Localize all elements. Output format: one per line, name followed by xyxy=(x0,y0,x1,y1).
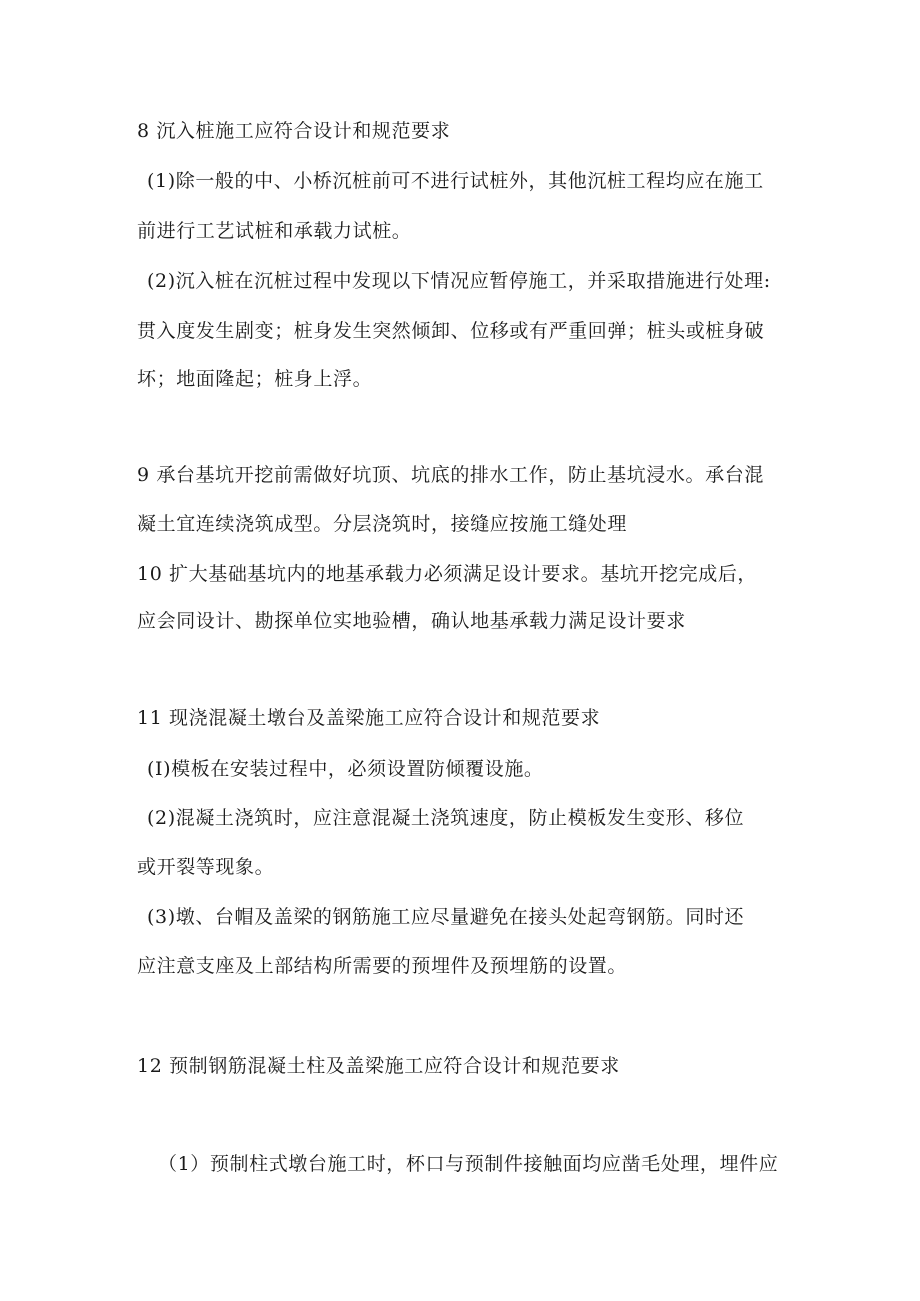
section-10-line-1: 10 扩大基础基坑内的地基承载力必须满足设计要求。基坑开挖完成后， xyxy=(137,563,758,585)
section-11-item-2-line-1: (2)混凝土浇筑时，应注意混凝土浇筑速度，防止模板发生变形、移位 xyxy=(147,807,745,829)
section-11-item-3-line-2: 应注意支座及上部结构所需要的预埋件及预埋筋的设置。 xyxy=(137,955,628,977)
section-8-item-2-line-3: 坏；地面隆起；桩身上浮。 xyxy=(137,368,373,390)
section-11-heading: 11 现浇混凝土墩台及盖梁施工应符合设计和规范要求 xyxy=(137,707,601,729)
section-9-line-2: 凝土宜连续浇筑成型。分层浇筑时，接缝应按施工缝处理 xyxy=(137,513,628,535)
section-8-item-1-line-1: (1)除一般的中、小桥沉桩前可不进行试桩外，其他沉桩工程均应在施工 xyxy=(147,170,764,192)
section-11-item-2-line-2: 或开裂等现象。 xyxy=(137,856,275,878)
section-11-item-1: (I)模板在安装过程中，必须设置防倾覆设施。 xyxy=(147,758,544,780)
section-12-item-1-line-1: （1）预制柱式墩台施工时，杯口与预制件接触面均应凿毛处理，埋件应 xyxy=(158,1153,779,1175)
section-8-item-2-line-1: (2)沉入桩在沉桩过程中发现以下情况应暂停施工，并采取措施进行处理: xyxy=(147,270,771,292)
section-12-heading: 12 预制钢筋混凝土柱及盖梁施工应符合设计和规范要求 xyxy=(137,1055,620,1077)
section-8-heading: 8 沉入桩施工应符合设计和规范要求 xyxy=(137,120,451,142)
section-9-line-1: 9 承台基坑开挖前需做好坑顶、坑底的排水工作，防止基坑浸水。承台混 xyxy=(137,464,764,486)
section-10-line-2: 应会同设计、勘探单位实地验槽，确认地基承载力满足设计要求 xyxy=(137,610,686,632)
section-8-item-2-line-2: 贯入度发生剧变；桩身发生突然倾卸、位移或有严重回弹；桩头或桩身破 xyxy=(137,320,765,342)
section-8-item-1-line-2: 前进行工艺试桩和承载力试桩。 xyxy=(137,220,412,242)
section-11-item-3-line-1: (3)墩、台帽及盖梁的钢筋施工应尽量避免在接头处起弯钢筋。同时还 xyxy=(147,906,745,928)
